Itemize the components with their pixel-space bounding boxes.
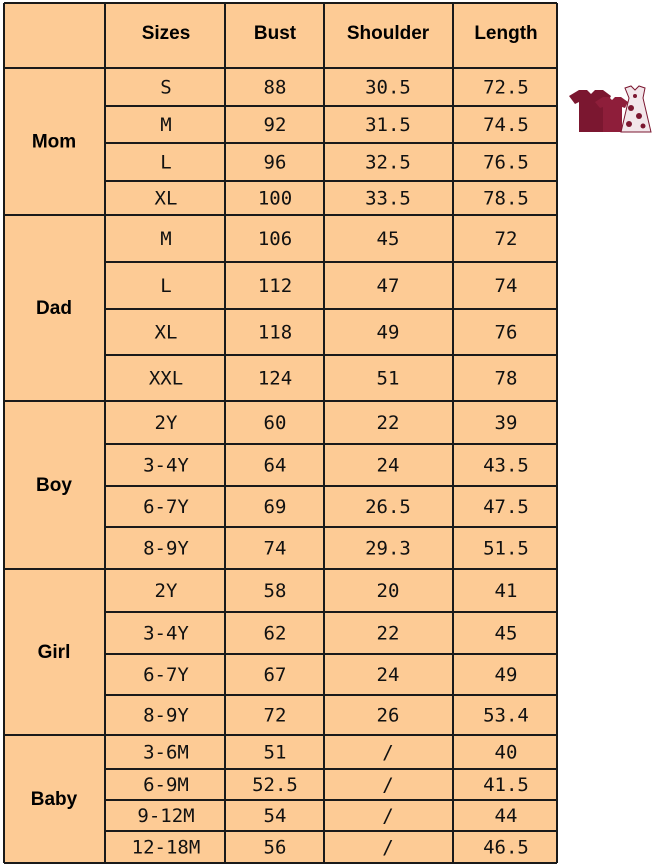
bust-cell: 118 xyxy=(257,321,293,344)
column-header-sizes: Sizes xyxy=(141,23,191,45)
bust-cell: 72 xyxy=(263,704,287,727)
length-cell: 47.5 xyxy=(483,496,529,518)
bust-cell: 96 xyxy=(263,151,287,174)
floral-dot-icon xyxy=(641,124,646,129)
length-cell: 41.5 xyxy=(483,774,529,796)
length-cell: 46.5 xyxy=(483,836,529,859)
shoulder-cell: 33.5 xyxy=(365,187,411,210)
shoulder-cell: 30.5 xyxy=(365,76,411,99)
length-cell: 76.5 xyxy=(483,151,529,174)
floral-dot-icon xyxy=(636,113,642,119)
column-header-bust: Bust xyxy=(253,23,297,45)
size-cell: 9-12M xyxy=(137,805,195,827)
length-cell: 45 xyxy=(494,622,518,645)
size-cell: 3-4Y xyxy=(143,454,189,477)
group-label: Boy xyxy=(36,475,72,497)
length-cell: 74 xyxy=(494,275,518,297)
shoulder-cell: 26 xyxy=(376,704,400,727)
size-cell: XXL xyxy=(148,367,184,390)
shoulder-cell: 26.5 xyxy=(365,496,411,518)
bust-cell: 74 xyxy=(263,537,287,560)
bust-cell: 67 xyxy=(263,664,287,686)
size-cell: 6-7Y xyxy=(143,664,189,686)
length-cell: 51.5 xyxy=(483,537,529,560)
floral-dot-icon xyxy=(628,105,634,111)
bust-cell: 54 xyxy=(263,805,287,827)
length-cell: 40 xyxy=(494,741,518,764)
length-cell: 43.5 xyxy=(483,454,529,477)
bust-cell: 51 xyxy=(263,741,287,764)
size-cell: M xyxy=(160,228,172,250)
bust-cell: 69 xyxy=(263,496,287,518)
bust-cell: 56 xyxy=(263,836,287,859)
size-cell: 8-9Y xyxy=(143,537,189,560)
floral-dot-icon xyxy=(633,94,637,98)
size-cell: L xyxy=(160,151,172,174)
length-cell: 49 xyxy=(494,664,518,686)
shoulder-cell: 45 xyxy=(376,228,400,250)
shoulder-cell: 22 xyxy=(376,622,400,645)
shoulder-cell: 20 xyxy=(376,580,400,602)
length-cell: 76 xyxy=(494,321,518,344)
bust-cell: 92 xyxy=(263,114,287,136)
length-cell: 39 xyxy=(494,412,518,434)
shoulder-cell: 32.5 xyxy=(365,151,411,174)
bust-cell: 60 xyxy=(263,412,287,434)
size-cell: XL xyxy=(154,321,178,344)
size-cell: XL xyxy=(154,187,178,210)
length-cell: 74.5 xyxy=(483,114,529,136)
length-cell: 53.4 xyxy=(483,704,529,727)
size-cell: M xyxy=(160,114,172,136)
size-cell: S xyxy=(160,76,172,99)
bust-cell: 64 xyxy=(263,454,287,477)
bust-cell: 106 xyxy=(257,228,293,250)
size-cell: 2Y xyxy=(154,412,178,434)
length-cell: 78 xyxy=(494,367,518,390)
shoulder-cell: / xyxy=(382,836,394,859)
family-outfit-thumbnail-icon xyxy=(565,82,657,138)
size-cell: 12-18M xyxy=(131,836,201,859)
column-header-length: Length xyxy=(474,23,538,45)
column-header-shoulder: Shoulder xyxy=(346,23,430,45)
size-cell: 8-9Y xyxy=(143,704,189,727)
bust-cell: 124 xyxy=(257,367,293,390)
bust-cell: 88 xyxy=(263,76,287,99)
bust-cell: 100 xyxy=(257,187,293,210)
size-cell: 3-4Y xyxy=(143,622,189,645)
length-cell: 41 xyxy=(494,580,518,602)
size-cell: L xyxy=(160,275,172,297)
length-cell: 72 xyxy=(494,228,518,250)
bust-cell: 62 xyxy=(263,622,287,645)
shoulder-cell: 22 xyxy=(376,412,400,434)
shoulder-cell: 51 xyxy=(376,367,400,390)
group-label: Baby xyxy=(30,789,78,811)
size-cell: 6-9M xyxy=(143,774,189,796)
shoulder-cell: / xyxy=(382,741,394,764)
bust-cell: 58 xyxy=(263,580,287,602)
bust-cell: 112 xyxy=(257,275,293,297)
length-cell: 72.5 xyxy=(483,76,529,99)
shoulder-cell: / xyxy=(382,805,394,827)
length-cell: 78.5 xyxy=(483,187,529,210)
group-label: Mom xyxy=(31,131,77,153)
size-cell: 6-7Y xyxy=(143,496,189,518)
floral-dress-icon xyxy=(621,86,651,132)
size-cell: 3-6M xyxy=(143,741,189,764)
shoulder-cell: 49 xyxy=(376,321,400,344)
shoulder-cell: 24 xyxy=(376,664,400,686)
shoulder-cell: 31.5 xyxy=(365,114,411,136)
length-cell: 44 xyxy=(494,805,518,827)
group-label: Dad xyxy=(36,298,72,320)
shoulder-cell: 24 xyxy=(376,454,400,477)
size-cell: 2Y xyxy=(154,580,178,602)
shoulder-cell: 47 xyxy=(376,275,400,297)
bust-cell: 52.5 xyxy=(252,774,298,796)
group-label: Girl xyxy=(37,642,71,664)
shoulder-cell: 29.3 xyxy=(365,537,411,560)
shoulder-cell: / xyxy=(382,774,394,796)
floral-dot-icon xyxy=(626,121,632,127)
